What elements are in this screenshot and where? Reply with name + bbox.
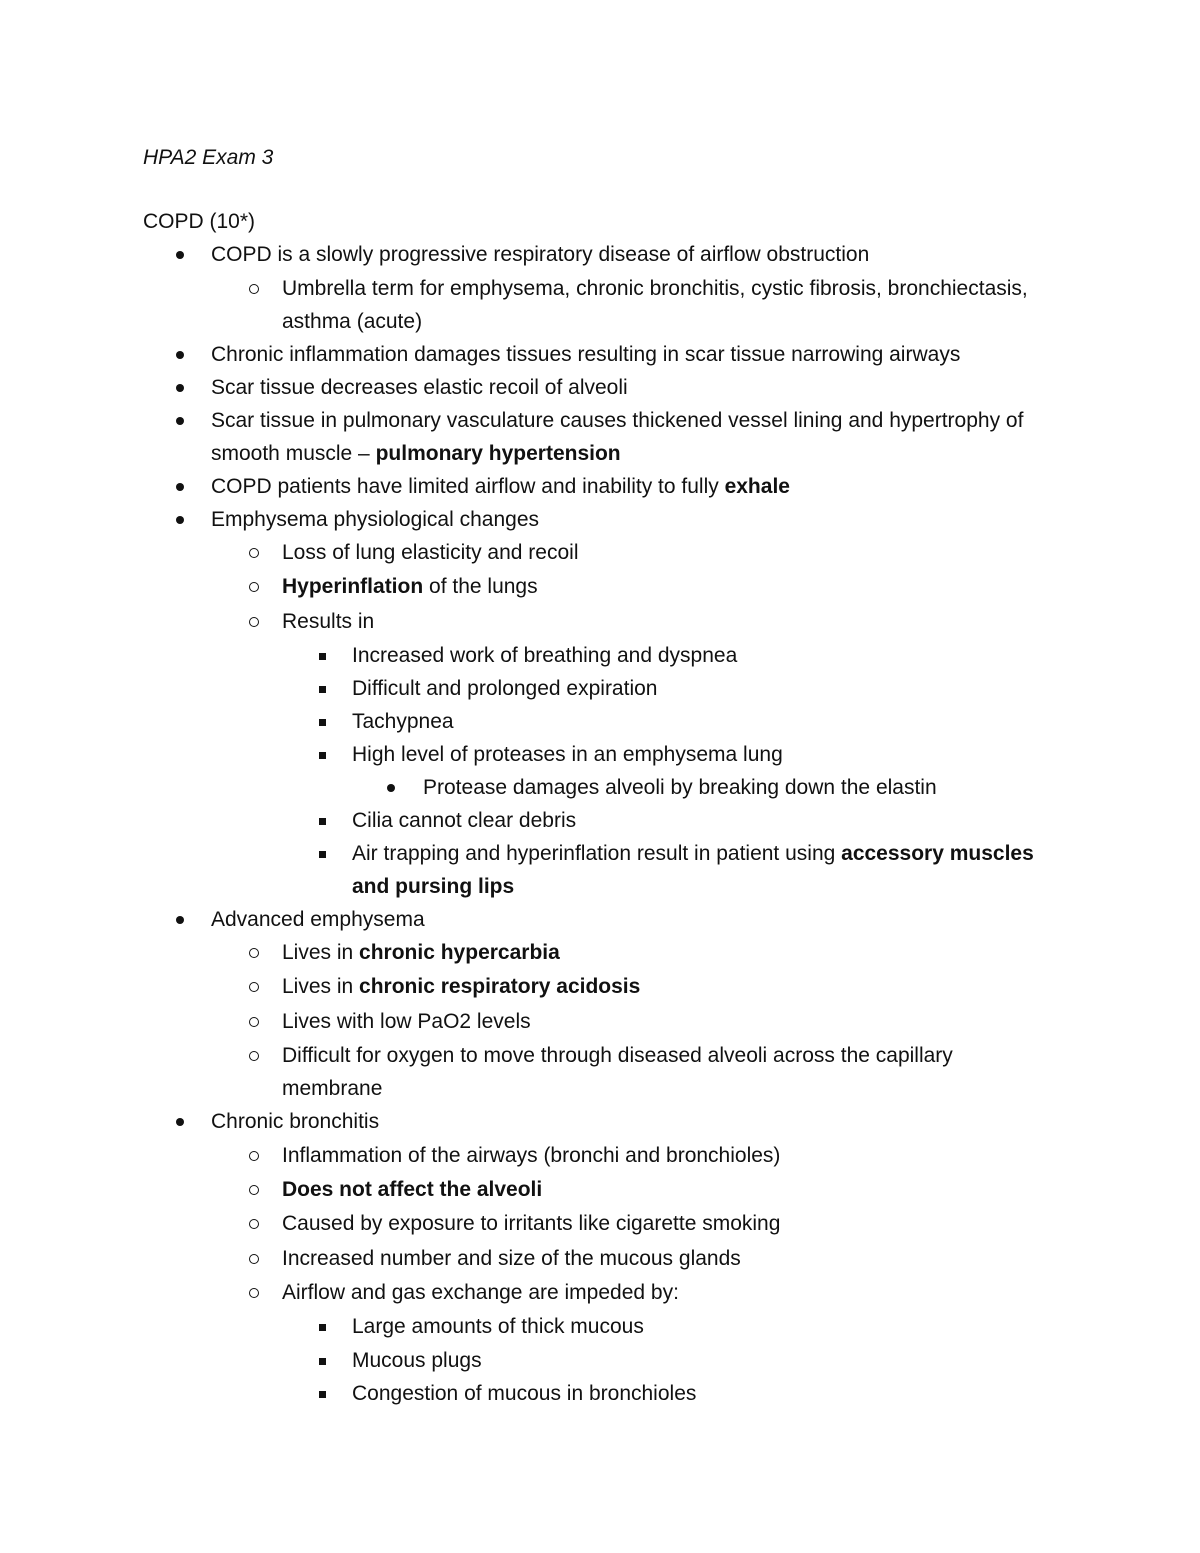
outline-text xyxy=(211,505,539,535)
text-run: Congestion of mucous in bronchioles xyxy=(352,1382,697,1405)
outline-text xyxy=(282,1141,780,1171)
text-run: Chronic inflammation damages tissues resulting in scar tissue narrowing airways xyxy=(211,343,961,366)
bullet-square-icon xyxy=(312,674,332,704)
text-run: COPD patients have limited airflow and inability to fully xyxy=(211,475,725,498)
text-run: Large amounts of thick mucous xyxy=(352,1315,644,1338)
document-title: HPA2 Exam 3 xyxy=(143,146,274,169)
text-run: Scar tissue in pulmonary vasculature causes thickened vessel lining and hypertrophy of xyxy=(211,409,1024,432)
outline-text xyxy=(423,773,937,803)
bullet-disc-icon xyxy=(170,1107,190,1137)
bullet-disc-icon xyxy=(170,905,190,935)
bullet-circle-icon xyxy=(244,1244,264,1274)
text-run: Protease damages alveoli by breaking down the elastin xyxy=(423,776,937,799)
outline-text xyxy=(211,373,628,403)
outline-text xyxy=(282,538,579,568)
outline-text xyxy=(282,307,422,337)
bullet-circle-icon xyxy=(244,1278,264,1308)
text-run: Tachypnea xyxy=(352,710,454,733)
bullet-disc-icon xyxy=(170,340,190,370)
bullet-square-icon xyxy=(312,1312,332,1342)
bullet-disc-icon xyxy=(170,240,190,270)
text-run: asthma (acute) xyxy=(282,310,423,333)
outline-text xyxy=(282,1041,953,1071)
text-run: Increased work of breathing and dyspnea xyxy=(352,644,738,667)
outline-text xyxy=(211,472,790,502)
outline-text xyxy=(282,607,374,637)
bullet-disc-icon xyxy=(170,373,190,403)
bold-text: and pursing lips xyxy=(352,875,515,898)
text-run: of the lungs xyxy=(423,575,538,598)
outline-text xyxy=(211,340,960,370)
outline-text xyxy=(352,740,783,770)
bold-text: chronic hypercarbia xyxy=(359,941,560,964)
outline-text xyxy=(211,240,869,270)
outline-text xyxy=(352,707,454,737)
text-run: Caused by exposure to irritants like cigarette smoking xyxy=(282,1212,781,1235)
text-run: Difficult and prolonged expiration xyxy=(352,677,658,700)
bullet-square-icon xyxy=(312,707,332,737)
text-run: Difficult for oxygen to move through diseased alveoli across the capillary xyxy=(282,1044,953,1067)
bullet-square-icon xyxy=(312,1346,332,1376)
text-run: Cilia cannot clear debris xyxy=(352,809,577,832)
bullet-square-icon xyxy=(312,740,332,770)
outline-text xyxy=(282,938,560,968)
bullet-disc-icon xyxy=(170,406,190,436)
outline-text xyxy=(282,1175,542,1205)
outline-text xyxy=(352,674,657,704)
outline-text xyxy=(282,1074,382,1104)
text-run: Inflammation of the airways (bronchi and bronchioles) xyxy=(282,1144,781,1167)
bullet-disc-icon xyxy=(170,505,190,535)
bullet-square-icon xyxy=(312,806,332,836)
bold-text: Hyperinflation xyxy=(282,575,424,598)
outline-text xyxy=(352,1312,644,1342)
outline-text xyxy=(352,872,514,902)
outline-text xyxy=(211,439,621,469)
outline-text xyxy=(352,1346,482,1376)
bullet-circle-icon xyxy=(244,1041,264,1071)
bullet-circle-icon xyxy=(244,607,264,637)
outline-text xyxy=(282,1209,780,1239)
bold-text: accessory muscles xyxy=(841,842,1034,865)
bullet-square-icon xyxy=(312,1379,332,1409)
text-run: Advanced emphysema xyxy=(211,908,425,931)
outline-text xyxy=(211,1107,379,1137)
bullet-square-icon xyxy=(312,839,332,869)
bold-text: chronic respiratory acidosis xyxy=(359,975,641,998)
text-run: membrane xyxy=(282,1077,383,1100)
outline-text xyxy=(352,1379,696,1409)
text-run: Mucous plugs xyxy=(352,1349,482,1372)
bullet-circle-icon xyxy=(244,572,264,602)
outline-text xyxy=(211,406,1023,436)
text-run: smooth muscle – xyxy=(211,442,376,465)
text-run: High level of proteases in an emphysema lung xyxy=(352,743,783,766)
bullet-circle-icon xyxy=(244,972,264,1002)
text-run: COPD is a slowly progressive respiratory disease of airflow obstruction xyxy=(211,243,870,266)
outline-text xyxy=(352,806,576,836)
bullet-circle-icon xyxy=(244,538,264,568)
text-run: Loss of lung elasticity and recoil xyxy=(282,541,579,564)
text-run: Increased number and size of the mucous glands xyxy=(282,1247,741,1270)
text-run: Air trapping and hyperinflation result in patient using xyxy=(352,842,842,865)
text-run: Results in xyxy=(282,610,375,633)
bullet-circle-icon xyxy=(244,1209,264,1239)
section-heading: COPD (10*) xyxy=(143,210,256,233)
outline-text xyxy=(282,1278,679,1308)
outline-text xyxy=(352,641,737,671)
outline-text xyxy=(282,1244,741,1274)
bullet-disc-icon xyxy=(170,472,190,502)
text-run: Lives with low PaO2 levels xyxy=(282,1010,531,1033)
bullet-circle-icon xyxy=(244,1007,264,1037)
text-run: Lives in xyxy=(282,975,360,998)
outline-text xyxy=(282,274,1028,304)
bullet-circle-icon xyxy=(244,274,264,304)
bold-text: exhale xyxy=(724,475,790,498)
bullet-circle-icon xyxy=(244,1141,264,1171)
text-run: Airflow and gas exchange are impeded by: xyxy=(282,1281,679,1304)
text-run: Chronic bronchitis xyxy=(211,1110,380,1133)
outline-text xyxy=(211,905,425,935)
bullet-square-icon xyxy=(312,641,332,671)
bullet-circle-icon xyxy=(244,1175,264,1205)
bold-text: Does not affect the alveoli xyxy=(282,1178,543,1201)
text-run: Scar tissue decreases elastic recoil of alveoli xyxy=(211,376,628,399)
text-run: Umbrella term for emphysema, chronic bronchitis, cystic fibrosis, bronchiectasis, xyxy=(282,277,1028,300)
outline-text xyxy=(282,572,538,602)
bullet-disc-icon xyxy=(381,773,401,803)
bullet-circle-icon xyxy=(244,938,264,968)
bold-text: pulmonary hypertension xyxy=(375,442,621,465)
outline-text xyxy=(352,839,1034,869)
text-run: Lives in xyxy=(282,941,360,964)
outline-text xyxy=(282,972,640,1002)
text-run: Emphysema physiological changes xyxy=(211,508,540,531)
outline-text xyxy=(282,1007,531,1037)
